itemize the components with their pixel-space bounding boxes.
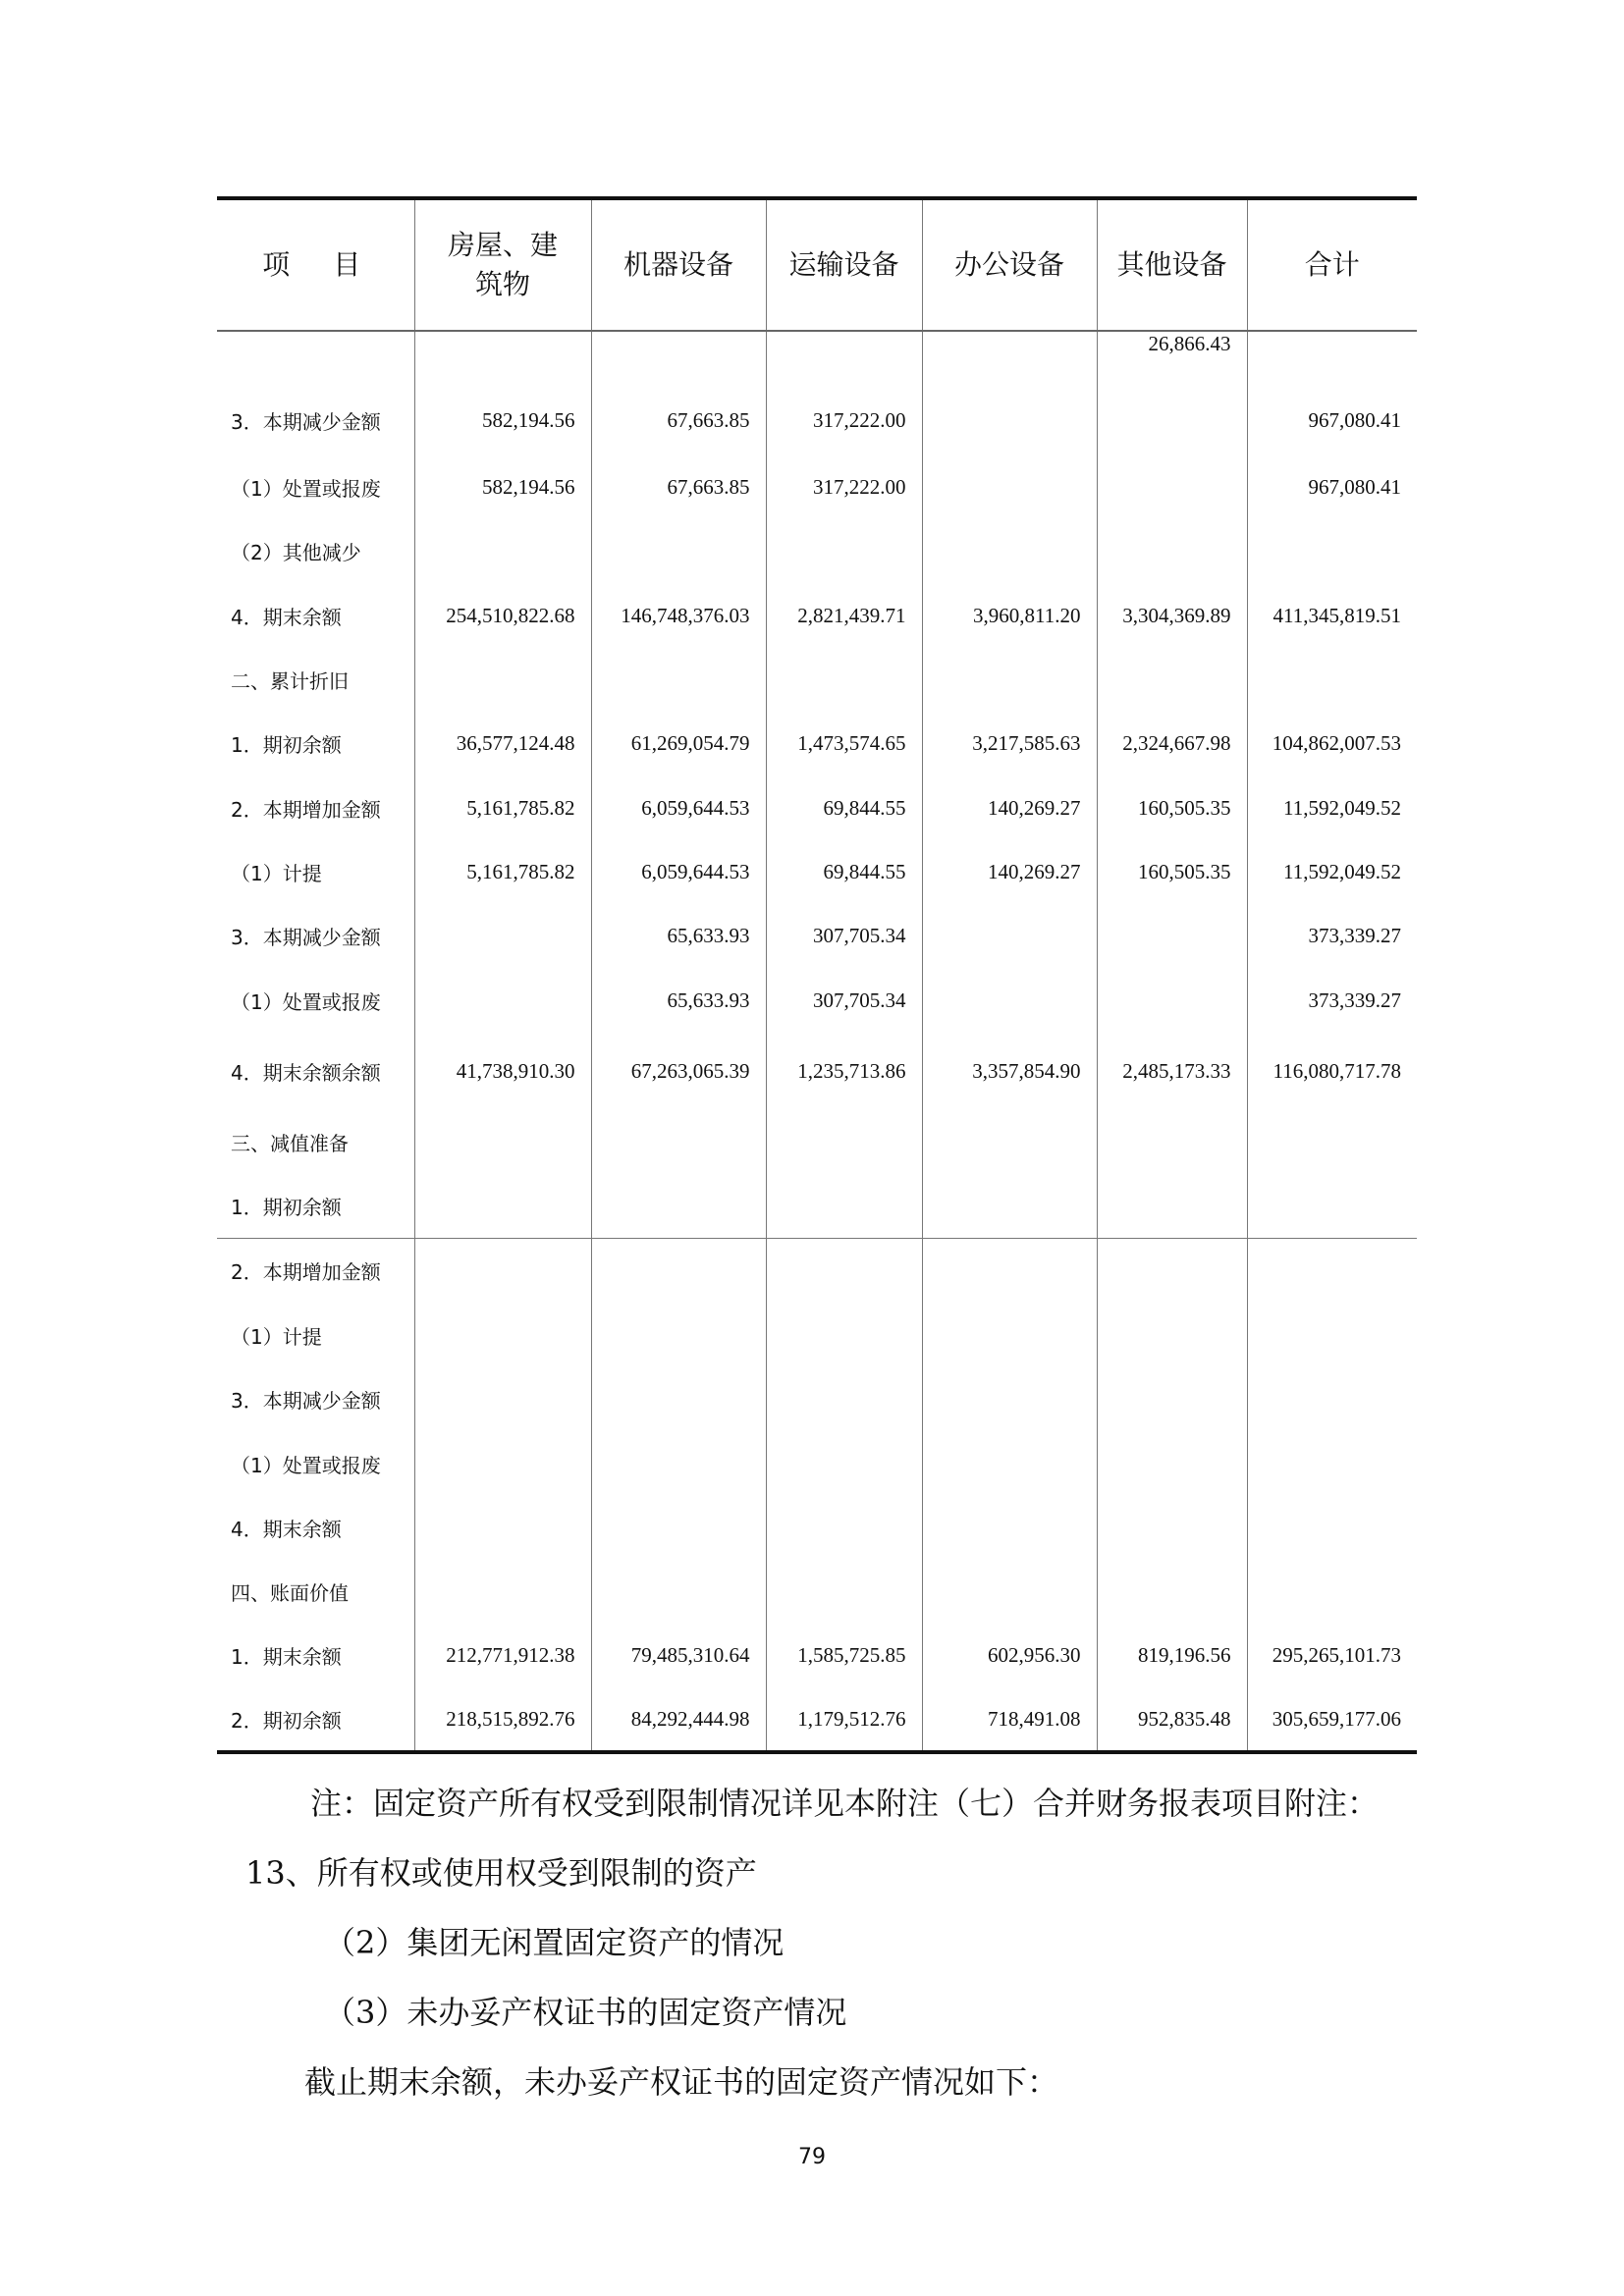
- table-row: [217, 775, 1417, 840]
- table-cell: [1247, 1367, 1417, 1431]
- row-label: 3．本期减少金额: [231, 409, 381, 434]
- table-row: [217, 1496, 1417, 1560]
- table-cell: [1097, 386, 1247, 454]
- row-label: （1）处置或报废: [231, 989, 381, 1014]
- row-label: 1．期末余额: [231, 1645, 342, 1669]
- table-cell: [591, 519, 766, 583]
- header-buildings-text: 房屋、建筑物: [447, 229, 558, 300]
- table-cell: [1097, 1174, 1247, 1239]
- table-cell: 116,080,717.78: [1247, 1033, 1417, 1109]
- table-cell: 3,304,369.89: [1097, 583, 1247, 648]
- table-cell: 2,324,667.98: [1097, 712, 1247, 775]
- table-cell: [591, 1496, 766, 1560]
- table-cell: [922, 1109, 1097, 1174]
- table-cell: 160,505.35: [1097, 775, 1247, 840]
- table-cell: 6,059,644.53: [591, 775, 766, 840]
- table-cell: [922, 1239, 1097, 1304]
- table-cell: [1097, 1367, 1247, 1431]
- table-cell: 140,269.27: [922, 775, 1097, 840]
- header-total: 合计: [1247, 198, 1417, 331]
- table-row: [217, 1560, 1417, 1624]
- table-cell: [922, 968, 1097, 1033]
- table-cell: 602,956.30: [922, 1624, 1097, 1687]
- row-label: 4．期末余额: [231, 1518, 342, 1541]
- table-cell: 160,505.35: [1097, 840, 1247, 904]
- table-cell: 11,592,049.52: [1247, 840, 1417, 904]
- table-cell: 65,633.93: [591, 904, 766, 968]
- table-cell: [922, 519, 1097, 583]
- table-cell: [414, 904, 591, 968]
- table-cell: 967,080.41: [1247, 454, 1417, 519]
- note-section-13: 13、所有权或使用权受到限制的资产: [245, 1854, 757, 1892]
- table-cell: [922, 648, 1097, 712]
- table-cell: [414, 1109, 591, 1174]
- table-cell: [922, 454, 1097, 519]
- table-cell: 26,866.43: [1097, 331, 1247, 386]
- table-cell: 411,345,819.51: [1247, 583, 1417, 648]
- table-cell: 2,485,173.33: [1097, 1033, 1247, 1109]
- table-cell: [766, 1303, 922, 1367]
- table-row: [217, 1367, 1417, 1431]
- row-label: 3．本期减少金额: [231, 1389, 381, 1413]
- table-row: [217, 968, 1417, 1033]
- table-cell: [414, 1303, 591, 1367]
- table-cell: 79,485,310.64: [591, 1624, 766, 1687]
- table-cell: 307,705.34: [766, 904, 922, 968]
- table-cell: 373,339.27: [1247, 968, 1417, 1033]
- table-cell: 36,577,124.48: [414, 712, 591, 775]
- table-cell: 307,705.34: [766, 968, 922, 1033]
- table-row: [217, 583, 1417, 648]
- table-cell: [414, 648, 591, 712]
- table-cell: [766, 331, 922, 386]
- table-cell: 146,748,376.03: [591, 583, 766, 648]
- table-cell: 65,633.93: [591, 968, 766, 1033]
- table-row: [217, 1174, 1417, 1239]
- table-cell: [591, 1303, 766, 1367]
- table-cell: 967,080.41: [1247, 386, 1417, 454]
- table-cell: [1097, 519, 1247, 583]
- header-transport: 运输设备: [766, 198, 922, 331]
- table-cell: [1097, 454, 1247, 519]
- table-cell: [1097, 1109, 1247, 1174]
- table-cell: [1247, 648, 1417, 712]
- note-idle-assets: （2）集团无闲置固定资产的情况: [324, 1924, 785, 1961]
- table-cell: 61,269,054.79: [591, 712, 766, 775]
- table-cell: [414, 519, 591, 583]
- table-row: [217, 331, 1417, 386]
- table-cell: 11,592,049.52: [1247, 775, 1417, 840]
- table-cell: [1247, 1303, 1417, 1367]
- table-cell: [591, 1109, 766, 1174]
- table-row: [217, 904, 1417, 968]
- table-cell: 819,196.56: [1097, 1624, 1247, 1687]
- row-label: 2．本期增加金额: [231, 797, 381, 822]
- table-row: [217, 1303, 1417, 1367]
- table-cell: 69,844.55: [766, 775, 922, 840]
- table-cell: [1247, 1174, 1417, 1239]
- table-cell: 317,222.00: [766, 386, 922, 454]
- row-label: 2．期初余额: [231, 1708, 342, 1733]
- table-cell: [922, 1496, 1097, 1560]
- table-cell: [1247, 331, 1417, 386]
- table-cell: 3,960,811.20: [922, 583, 1097, 648]
- row-label: 2．本期增加金额: [217, 1239, 414, 1304]
- table-cell: [1097, 1560, 1247, 1624]
- table-cell: [591, 1431, 766, 1496]
- table-row: [217, 454, 1417, 519]
- table-row: [217, 1239, 1417, 1304]
- table-cell: [1097, 1431, 1247, 1496]
- table-cell: [1247, 1496, 1417, 1560]
- table-cell: [766, 1367, 922, 1431]
- header-other: 其他设备: [1097, 198, 1247, 331]
- note-as-of-period-end: 截止期末余额，未办妥产权证书的固定资产情况如下：: [304, 2063, 1059, 2101]
- table-cell: [1247, 1560, 1417, 1624]
- table-cell: [922, 1303, 1097, 1367]
- table-cell: 3,357,854.90: [922, 1033, 1097, 1109]
- table-cell: [766, 1496, 922, 1560]
- table-cell: 1,179,512.76: [766, 1687, 922, 1752]
- table-cell: [1247, 1109, 1417, 1174]
- table-cell: 718,491.08: [922, 1687, 1097, 1752]
- table-cell: 582,194.56: [414, 386, 591, 454]
- table-row: [217, 1033, 1417, 1109]
- table-cell: [414, 968, 591, 1033]
- table-cell: 69,844.55: [766, 840, 922, 904]
- table-cell: [414, 1239, 591, 1304]
- row-label: 三、减值准备: [231, 1131, 349, 1155]
- table-cell: 67,663.85: [591, 454, 766, 519]
- table-cell: 67,263,065.39: [591, 1033, 766, 1109]
- table-cell: [591, 1367, 766, 1431]
- table-cell: 295,265,101.73: [1247, 1624, 1417, 1687]
- table-row: [217, 1109, 1417, 1174]
- table-cell: 952,835.48: [1097, 1687, 1247, 1752]
- table-cell: [766, 1431, 922, 1496]
- table-cell: [414, 1496, 591, 1560]
- table-cell: [922, 904, 1097, 968]
- note-restriction: 注：固定资产所有权受到限制情况详见本附注（七）合并财务报表项目附注：: [310, 1785, 1380, 1822]
- table-cell: [766, 1109, 922, 1174]
- table-cell: [1097, 968, 1247, 1033]
- table-cell: [414, 1431, 591, 1496]
- table-cell: 1,473,574.65: [766, 712, 922, 775]
- note-unregistered-assets: （3）未办妥产权证书的固定资产情况: [324, 1994, 847, 2031]
- table-cell: 67,663.85: [591, 386, 766, 454]
- table-cell: [414, 1367, 591, 1431]
- row-label: 二、累计折旧: [231, 669, 349, 693]
- table-cell: [922, 1560, 1097, 1624]
- table-cell: [1247, 519, 1417, 583]
- table-cell: 305,659,177.06: [1247, 1687, 1417, 1752]
- table-cell: [591, 331, 766, 386]
- table-cell: 212,771,912.38: [414, 1624, 591, 1687]
- table-cell: 582,194.56: [414, 454, 591, 519]
- row-label: 3．本期减少金额: [231, 926, 381, 949]
- table-cell: [1247, 1431, 1417, 1496]
- table-row: [217, 519, 1417, 583]
- table-cell: 254,510,822.68: [414, 583, 591, 648]
- table-cell: [1097, 1496, 1247, 1560]
- row-label: 1．期初余额: [231, 733, 342, 757]
- table-cell: [922, 1431, 1097, 1496]
- row-label: 4．期末余额: [231, 605, 342, 629]
- table-cell: [766, 519, 922, 583]
- table-row: [217, 1624, 1417, 1687]
- table-header-row: [217, 198, 1417, 331]
- table-cell: [591, 648, 766, 712]
- table-cell: 218,515,892.76: [414, 1687, 591, 1752]
- page-number: 79: [798, 2145, 826, 2169]
- header-item: 项 目: [217, 198, 414, 331]
- table-cell: [766, 1174, 922, 1239]
- table-cell: 5,161,785.82: [414, 840, 591, 904]
- table-cell: [922, 386, 1097, 454]
- header-office: 办公设备: [922, 198, 1097, 331]
- row-label: （2）其他减少: [231, 541, 361, 564]
- table-cell: [922, 331, 1097, 386]
- table-row: [217, 648, 1417, 712]
- fixed-assets-table-wrapper: [217, 196, 1417, 1754]
- table-cell: [766, 1560, 922, 1624]
- table-cell: 1,585,725.85: [766, 1624, 922, 1687]
- table-cell: 317,222.00: [766, 454, 922, 519]
- fixed-assets-table: [217, 196, 1417, 1754]
- table-cell: 3,217,585.63: [922, 712, 1097, 775]
- table-cell: [922, 1174, 1097, 1239]
- table-cell: [1097, 1239, 1247, 1304]
- table-row: [217, 840, 1417, 904]
- table-cell: 1,235,713.86: [766, 1033, 922, 1109]
- row-label: （1）处置或报废: [231, 476, 381, 501]
- table-cell: 84,292,444.98: [591, 1687, 766, 1752]
- table-body: [217, 331, 1417, 1752]
- table-cell: 104,862,007.53: [1247, 712, 1417, 775]
- table-cell: 2,821,439.71: [766, 583, 922, 648]
- table-row: [217, 712, 1417, 775]
- table-cell: [1097, 1303, 1247, 1367]
- table-cell: [1097, 904, 1247, 968]
- table-row: [217, 1431, 1417, 1496]
- table-cell: [414, 331, 591, 386]
- row-label: 四、账面价值: [231, 1581, 349, 1605]
- table-cell: [922, 1367, 1097, 1431]
- row-label: （1）处置或报废: [231, 1453, 381, 1477]
- table-cell: [591, 1239, 766, 1304]
- table-cell: [766, 1239, 922, 1304]
- table-cell: 373,339.27: [1247, 904, 1417, 968]
- table-cell: [1097, 648, 1247, 712]
- table-cell: [591, 1174, 766, 1239]
- table-cell: 6,059,644.53: [591, 840, 766, 904]
- table-cell: [414, 1560, 591, 1624]
- row-label: （1）计提: [231, 1324, 322, 1349]
- row-label: （1）计提: [231, 862, 322, 885]
- table-row: [217, 386, 1417, 454]
- table-cell: [591, 1560, 766, 1624]
- table-cell: 5,161,785.82: [414, 775, 591, 840]
- table-cell: [414, 1174, 591, 1239]
- table-cell: [766, 648, 922, 712]
- header-machinery: 机器设备: [591, 198, 766, 331]
- header-buildings: [414, 198, 591, 331]
- table-cell: 140,269.27: [922, 840, 1097, 904]
- row-label: 4．期末余额余额: [231, 1060, 381, 1085]
- row-label: 1．期初余额: [231, 1196, 342, 1219]
- row-label: [217, 331, 414, 386]
- table-cell: [1247, 1239, 1417, 1304]
- table-row: [217, 1687, 1417, 1752]
- table-cell: 41,738,910.30: [414, 1033, 591, 1109]
